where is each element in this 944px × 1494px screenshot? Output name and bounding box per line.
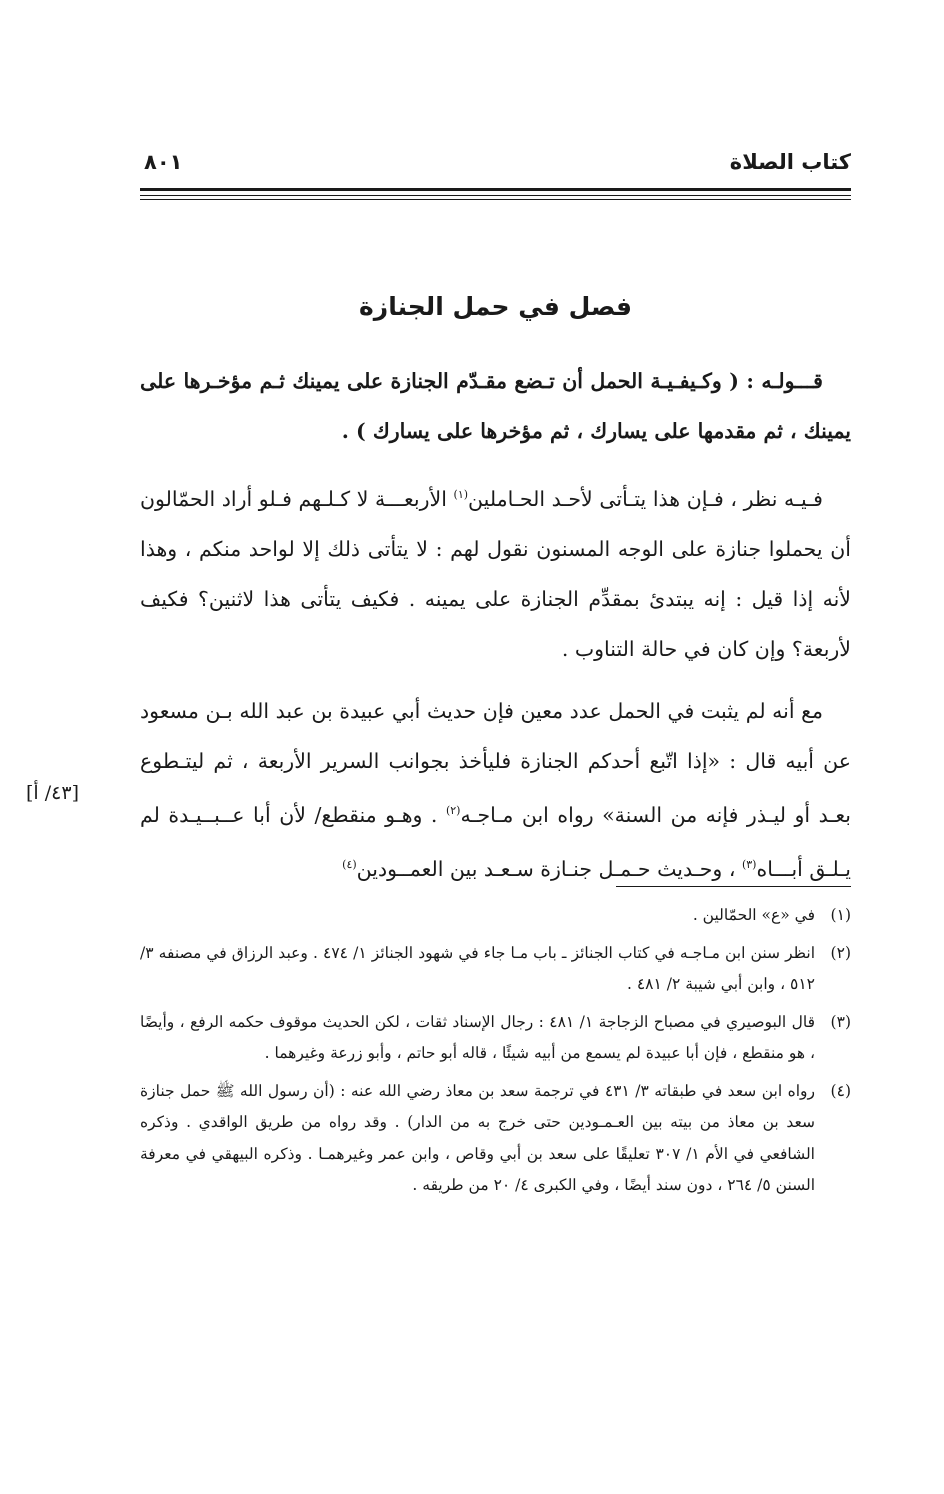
footnote-number: (٤) — [830, 1081, 851, 1100]
footnote-item — [140, 1076, 851, 1202]
footnote-ref-2: (٢) — [445, 804, 461, 817]
footnotes — [140, 900, 851, 1208]
footnote-text: قال البوصيري في مصباح الزجاجة ١/ ٤٨١ : رجال الإسناد ثقات ، لكن الحديث موقوف حكمه الرفع ، وأيضًا ، هو منقطع ، فإن أبا عبيدة لم يسمع من أبيه شيئًا ، قاله أبو حاتم ، وأبو زرعة وغيرهما . — [140, 1012, 815, 1062]
header-rule-thin-2 — [140, 199, 851, 200]
page-header — [140, 140, 851, 188]
paragraph-text — [140, 470, 851, 674]
footnote-item — [140, 900, 851, 932]
footnote-text: في «ع» الحمّالين . — [692, 906, 815, 924]
footnote-ref-1: (١) — [453, 488, 469, 501]
footnote-number: (٢) — [830, 943, 851, 962]
page-number: ٨٠١ — [144, 150, 183, 174]
footnote-ref-3: (٣) — [741, 857, 757, 871]
footnote-text: انظر سنن ابن مـاجـه في كتاب الجنائز ـ باب مـا جاء في شهود الجنائز ١/ ٤٧٤ . وعبد الرزاق في مصنفه ٣/ ٥١٢ ، وابن أبي شيبة ٢/ ٤٨١ . — [140, 943, 816, 993]
footnote-separator — [616, 886, 851, 887]
quote-paragraph: قـــولـه : ( وكـيفـيـة الحمل أن تـضع مقـدّم الجنازة على يمينك ثـم مؤخـرها على يمينك ، ثم مقدمها على يسارك ، ثم مؤخرها على يسارك ) . — [140, 369, 851, 443]
header-rule-thin — [140, 195, 851, 196]
footnote-item — [140, 938, 851, 1001]
header-rule-thick — [140, 188, 851, 191]
footnote-ref-4: (٤) — [342, 857, 357, 871]
paragraph2-text-b: . وهـو منقطع/ لأن أبا عــبــيـدة لم يـلـق أبـــاه — [140, 802, 851, 881]
footnote-text: رواه ابن سعد في طبقاته ٣/ ٤٣١ في ترجمة سعد بن معاذ رضي الله عنه : (أن رسول الله ﷺ حمل جنازة سعد بن معاذ من بيته بين العـمـودين حتى خرج به من الدار) . وقد رواه من طريق الواقدي . وذكره الشافعي في الأم ١/ ٣٠٧ تعليقًا على سعد بن أبي وقاص ، وابن عمر وغيرهمـا . وذكره البيهقي في معرفة السنن ٥/ ٢٦٤ ، دون سند أيضًا ، وفي الكبرى ٤/ ٢٠ من طريقه . — [140, 1081, 815, 1194]
footnote-number: (١) — [830, 906, 851, 924]
footnote-number: (٣) — [830, 1012, 851, 1031]
paragraph2-text-a: مع أنه لم يثبت في الحمل عدد معين فإن حديث أبي عبيدة بن عبد الله بـن مسعود عن أبيه قال : «إذا اتّبع أحدكم الجنازة فليأخذ بجوانب السرير الأربعة ، ثم ليتـطوع بعـد أو ليـذر فإنه من السنة» رواه ابن مـاجـه — [140, 699, 851, 827]
quote-block — [140, 356, 851, 456]
manuscript-folio-marker: [٤٣/ أ] — [26, 782, 79, 804]
body-paragraph-2 — [140, 686, 851, 894]
footnote-item — [140, 1007, 851, 1070]
paragraph-text — [140, 686, 851, 894]
paragraph1-text-a: فـيـه نظر ، فـإن هذا يتـأتى لأحـد الحـاملين — [468, 486, 823, 511]
running-title: كتاب الصلاة — [729, 150, 851, 174]
paragraph2-text-c: ، وحـديث حـمـل جنـازة سـعـد بين العمــودين — [356, 856, 742, 881]
paragraph1-text-b: الأربعـــة لا كـلـهم فـلو أراد الحمّالون أن يحملوا جنازة على الوجه المسنون نقول لهم : لا يتأتى ذلك إلا لواحد منكم ، وهذا لأنه إذا قيل : إنه يبتدئ بمقدِّم الجنازة على يمينه . فكيف يتأتى هذا لاثنين؟ فكيف لأربعة؟ وإن كان في حالة التناوب . — [140, 486, 851, 661]
section-heading: فصل في حمل الجنازة — [359, 292, 632, 321]
body-paragraph-1 — [140, 470, 851, 674]
